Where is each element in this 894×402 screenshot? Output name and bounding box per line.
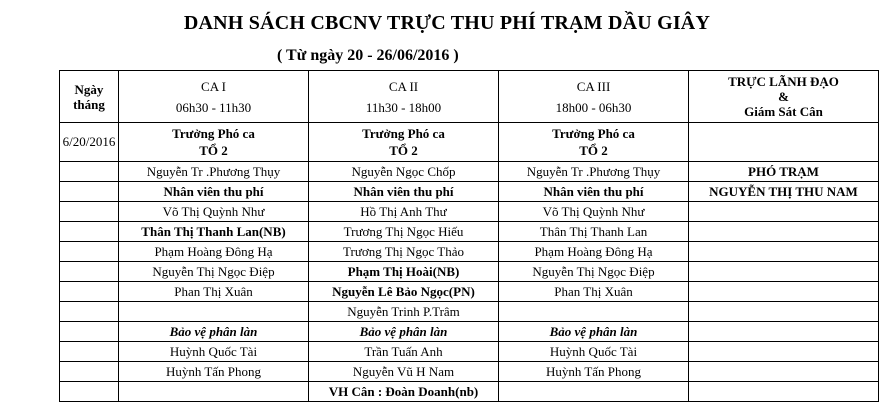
roster-cell-col4: PHÓ TRẠM (689, 162, 879, 182)
shift-1-name: CA I (201, 78, 226, 94)
roster-cell-col4 (689, 222, 879, 242)
date-column-cell (60, 282, 119, 302)
table-row (60, 342, 879, 362)
shift-1-time: 06h30 - 11h30 (175, 99, 252, 115)
header-leadership (689, 71, 879, 123)
roster-cell-col2: Nguyễn Trinh P.Trâm (309, 302, 499, 322)
roster-cell-col2: Nhân viên thu phí (309, 182, 499, 202)
team-role-3: Trưởng Phó ca (552, 126, 635, 141)
date-column-cell (60, 202, 119, 222)
table-row (60, 322, 879, 342)
team-cell-1 (119, 123, 309, 162)
roster-cell-col1 (119, 302, 309, 322)
shift-2-name: CA II (388, 78, 419, 94)
roster-cell-col2: Trương Thị Ngọc Hiếu (309, 222, 499, 242)
header-shift-1 (119, 71, 309, 123)
roster-cell-col2: Trương Thị Ngọc Thảo (309, 242, 499, 262)
team-group-1: TỔ 2 (199, 143, 228, 158)
team-role-2: Trưởng Phó ca (362, 126, 445, 141)
team-cell-4 (689, 123, 879, 162)
header-date-line2: tháng (73, 96, 105, 112)
team-group-2: TỔ 2 (389, 143, 418, 158)
roster-cell-col2: Bảo vệ phân làn (309, 322, 499, 342)
footer-empty-1 (119, 382, 309, 402)
footer-empty-3 (499, 382, 689, 402)
date-column-cell (60, 302, 119, 322)
team-cell-3 (499, 123, 689, 162)
roster-cell-col4 (689, 202, 879, 222)
date-column-cell (60, 322, 119, 342)
roster-cell-col2: Hồ Thị Anh Thư (309, 202, 499, 222)
roster-cell-col4 (689, 262, 879, 282)
date-cell: 6/20/2016 (60, 123, 119, 162)
team-role-1: Trưởng Phó ca (172, 126, 255, 141)
roster-cell-col3: Phạm Hoàng Đông Hạ (499, 242, 689, 262)
duty-roster-table (59, 70, 879, 402)
table-row (60, 302, 879, 322)
date-column-cell (60, 162, 119, 182)
header-date-line1: Ngày (74, 81, 104, 97)
roster-cell-col4 (689, 302, 879, 322)
leadership-line2: & (778, 89, 789, 104)
header-shift-3 (499, 71, 689, 123)
date-column-cell (60, 262, 119, 282)
date-column-cell (60, 362, 119, 382)
header-row (60, 71, 879, 123)
roster-cell-col1: Nguyễn Thị Ngọc Điệp (119, 262, 309, 282)
roster-cell-col2: Trần Tuấn Anh (309, 342, 499, 362)
roster-body (60, 162, 879, 382)
roster-cell-col4 (689, 322, 879, 342)
roster-cell-col4 (689, 242, 879, 262)
date-column-cell (60, 222, 119, 242)
footer-row (60, 382, 879, 402)
roster-cell-col3: Nguyễn Tr .Phương Thụy (499, 162, 689, 182)
roster-cell-col1: Thân Thị Thanh Lan(NB) (119, 222, 309, 242)
table-row (60, 262, 879, 282)
leadership-line1: TRỰC LÃNH ĐẠO (728, 74, 839, 89)
team-row (60, 123, 879, 162)
shift-3-time: 18h00 - 06h30 (555, 99, 632, 115)
roster-cell-col4 (689, 342, 879, 362)
date-column-cell (60, 342, 119, 362)
roster-cell-col1: Huỳnh Tấn Phong (119, 362, 309, 382)
table-row (60, 202, 879, 222)
footer-empty-4 (689, 382, 879, 402)
date-range-subtitle: ( Từ ngày 20 - 26/06/2016 ) (277, 47, 459, 64)
roster-cell-col3 (499, 302, 689, 322)
roster-cell-col4: NGUYỄN THỊ THU NAM (689, 182, 879, 202)
roster-cell-col2: Nguyễn Vũ H Nam (309, 362, 499, 382)
table-row (60, 182, 879, 202)
roster-cell-col1: Huỳnh Quốc Tài (119, 342, 309, 362)
roster-cell-col2: Nguyễn Lê Bảo Ngọc(PN) (309, 282, 499, 302)
roster-cell-col2: Nguyễn Ngọc Chốp (309, 162, 499, 182)
leadership-line3: Giám Sát Cân (744, 104, 823, 119)
roster-cell-col3: Nguyễn Thị Ngọc Điệp (499, 262, 689, 282)
header-date-cell (60, 71, 119, 123)
table-row (60, 362, 879, 382)
roster-cell-col1: Phan Thị Xuân (119, 282, 309, 302)
roster-cell-col1: Võ Thị Quỳnh Như (119, 202, 309, 222)
roster-cell-col1: Nhân viên thu phí (119, 182, 309, 202)
roster-cell-col4 (689, 282, 879, 302)
table-row (60, 282, 879, 302)
roster-cell-col1: Bảo vệ phân làn (119, 322, 309, 342)
roster-cell-col3: Nhân viên thu phí (499, 182, 689, 202)
roster-cell-col1: Nguyễn Tr .Phương Thụy (119, 162, 309, 182)
team-cell-2 (309, 123, 499, 162)
shift-3-name: CA III (576, 78, 611, 94)
weigh-station-operator: VH Cân : Đoàn Doanh(nb) (309, 382, 499, 402)
roster-cell-col3: Huỳnh Quốc Tài (499, 342, 689, 362)
header-shift-2 (309, 71, 499, 123)
document-title: DANH SÁCH CBCNV TRỰC THU PHÍ TRẠM DẦU GIÂY (183, 12, 711, 34)
roster-cell-col1: Phạm Hoàng Đông Hạ (119, 242, 309, 262)
roster-cell-col2: Phạm Thị Hoài(NB) (309, 262, 499, 282)
table-row (60, 162, 879, 182)
shift-2-time: 11h30 - 18h00 (365, 99, 442, 115)
roster-cell-col3: Võ Thị Quỳnh Như (499, 202, 689, 222)
date-column-cell (60, 242, 119, 262)
roster-cell-col3: Thân Thị Thanh Lan (499, 222, 689, 242)
roster-cell-col4 (689, 362, 879, 382)
roster-cell-col3: Bảo vệ phân làn (499, 322, 689, 342)
roster-cell-col3: Huỳnh Tấn Phong (499, 362, 689, 382)
team-group-3: TỔ 2 (579, 143, 608, 158)
footer-date-cell (60, 382, 119, 402)
roster-cell-col3: Phan Thị Xuân (499, 282, 689, 302)
table-row (60, 222, 879, 242)
table-row (60, 242, 879, 262)
date-column-cell (60, 182, 119, 202)
